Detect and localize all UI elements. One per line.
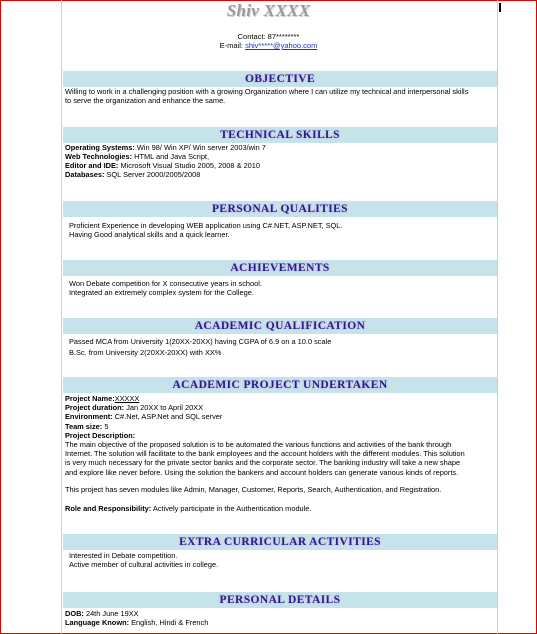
section-heading-academic-qualification: ACADEMIC QUALIFICATION: [63, 318, 497, 334]
objective-text: [65, 87, 495, 105]
achievement-line: Won Debate competition for X consecutive years in school.: [69, 279, 262, 288]
skill-row: [65, 170, 495, 179]
skill-value: SQL Server 2000/2005/2008: [106, 170, 201, 179]
personal-details-list: [65, 609, 495, 627]
skill-label: Databases:: [65, 170, 105, 179]
objective-line: Willing to work in a challenging position with a growing Organization where I can utilize my technical and interpersonal skills: [65, 87, 469, 96]
email-line: [0, 41, 537, 50]
section-heading-extra-curricular: EXTRA CURRICULAR ACTIVITIES: [63, 534, 497, 550]
section-heading-personal-qualities: PERSONAL QUALITIES: [63, 201, 497, 217]
skill-label: Operating Systems:: [65, 143, 135, 152]
skill-row: [65, 161, 495, 170]
technical-skills-list: [65, 143, 495, 179]
project-description-label: Project Description:: [65, 430, 136, 440]
project-duration-value: Jan 20XX to April 20XX: [126, 403, 204, 413]
skill-value: Win 98/ Win XP/ Win server 2003/win 7: [136, 143, 266, 152]
qualification-line: B.Sc. from University 2(20XX-20XX) with XX%: [69, 347, 222, 357]
academic-project-details: [65, 394, 495, 477]
dob-row: [65, 609, 495, 618]
project-description-line: and explore like never before. Using the solution the bankers and account holders can generate various kinds of reports.: [65, 467, 459, 477]
skill-label: Web Technologies:: [65, 152, 133, 161]
project-team-row: [65, 422, 495, 431]
contact-line: [0, 32, 537, 41]
project-environment-value: C#.Net, ASP.Net and SQL server: [114, 412, 223, 422]
project-name-value: XXXXX: [114, 394, 140, 403]
extra-curricular-text: [69, 551, 499, 569]
page-margin-left: [61, 0, 62, 634]
language-value: English, Hindi & French: [131, 618, 209, 628]
academic-qualification-text: [69, 337, 499, 358]
project-environment-label: Environment:: [65, 412, 113, 422]
section-heading-achievements: ACHIEVEMENTS: [63, 260, 497, 276]
project-duration-row: [65, 403, 495, 412]
objective-line: to serve the organization and enhance the same.: [65, 96, 226, 106]
achievements-text: [69, 279, 499, 297]
language-label: Language Known:: [65, 618, 130, 628]
dob-label: DOB:: [65, 609, 84, 618]
quality-line: Having Good analytical skills and a quick learner.: [69, 230, 230, 240]
contact-label: Contact:: [237, 32, 266, 41]
page-margin-right: [497, 0, 498, 634]
qualification-line: Passed MCA from University 1(20XX-20XX) having CGPA of 6.9 on a 10.0 scale: [69, 337, 332, 346]
section-heading-academic-project: ACADEMIC PROJECT UNDERTAKEN: [63, 377, 497, 393]
section-heading-objective: OBJECTIVE: [63, 71, 497, 87]
dob-value: 24th June 19XX: [85, 609, 139, 618]
personal-qualities-text: [69, 221, 499, 239]
contact-value: 87********: [267, 32, 300, 41]
skill-value: HTML and Java Script,: [134, 152, 210, 161]
skill-row: [65, 143, 495, 152]
project-description-line: The main objective of the proposed solution is to be automated the various functions and activities of the bank through: [65, 440, 452, 450]
project-duration-label: Project duration:: [65, 403, 125, 413]
resume-name: Shiv XXXX: [226, 1, 311, 20]
skill-label: Editor and IDE:: [65, 161, 119, 170]
email-link[interactable]: shiv*****@yahoo.com: [245, 41, 318, 50]
skill-value: Microsoft Visual Studio 2005, 2008 & 2010: [120, 161, 261, 170]
project-name-label: Project Name:: [65, 394, 115, 403]
project-role-label: Role and Responsibility:: [65, 504, 152, 513]
quality-line: Proficient Experience in developing WEB application using C#.NET, ASP.NET, SQL.: [69, 221, 343, 230]
activity-line: Interested in Debate competition.: [69, 551, 178, 560]
project-modules-line: This project has seven modules like Admin, Manager, Customer, Reports, Search, Authentication, and Registration.: [65, 485, 442, 494]
skill-row: [65, 152, 495, 161]
project-environment-row: [65, 412, 495, 421]
project-description-line: is very much necessary for the private sector banks and the corporate sector. The banking industry will take a new shape: [65, 458, 461, 468]
section-heading-personal-details: PERSONAL DETAILS: [63, 592, 497, 608]
project-team-label: Team size:: [65, 421, 103, 431]
project-team-value: 5: [104, 421, 109, 431]
achievement-line: Integrated an extremely complex system for the College.: [69, 288, 254, 298]
project-role-row: [65, 504, 495, 513]
language-row: [65, 618, 495, 627]
project-role-value: Actively participate in the Authentication module.: [152, 504, 312, 513]
project-description-line: Internet. The solution will facilitate to the bank employees and the account holders with the different modules. This solution: [65, 449, 465, 459]
email-label: E-mail:: [219, 41, 243, 50]
activity-line: Active member of cultural activities in college.: [69, 560, 219, 570]
project-name-row: [65, 394, 495, 403]
section-heading-technical-skills: TECHNICAL SKILLS: [63, 127, 497, 143]
